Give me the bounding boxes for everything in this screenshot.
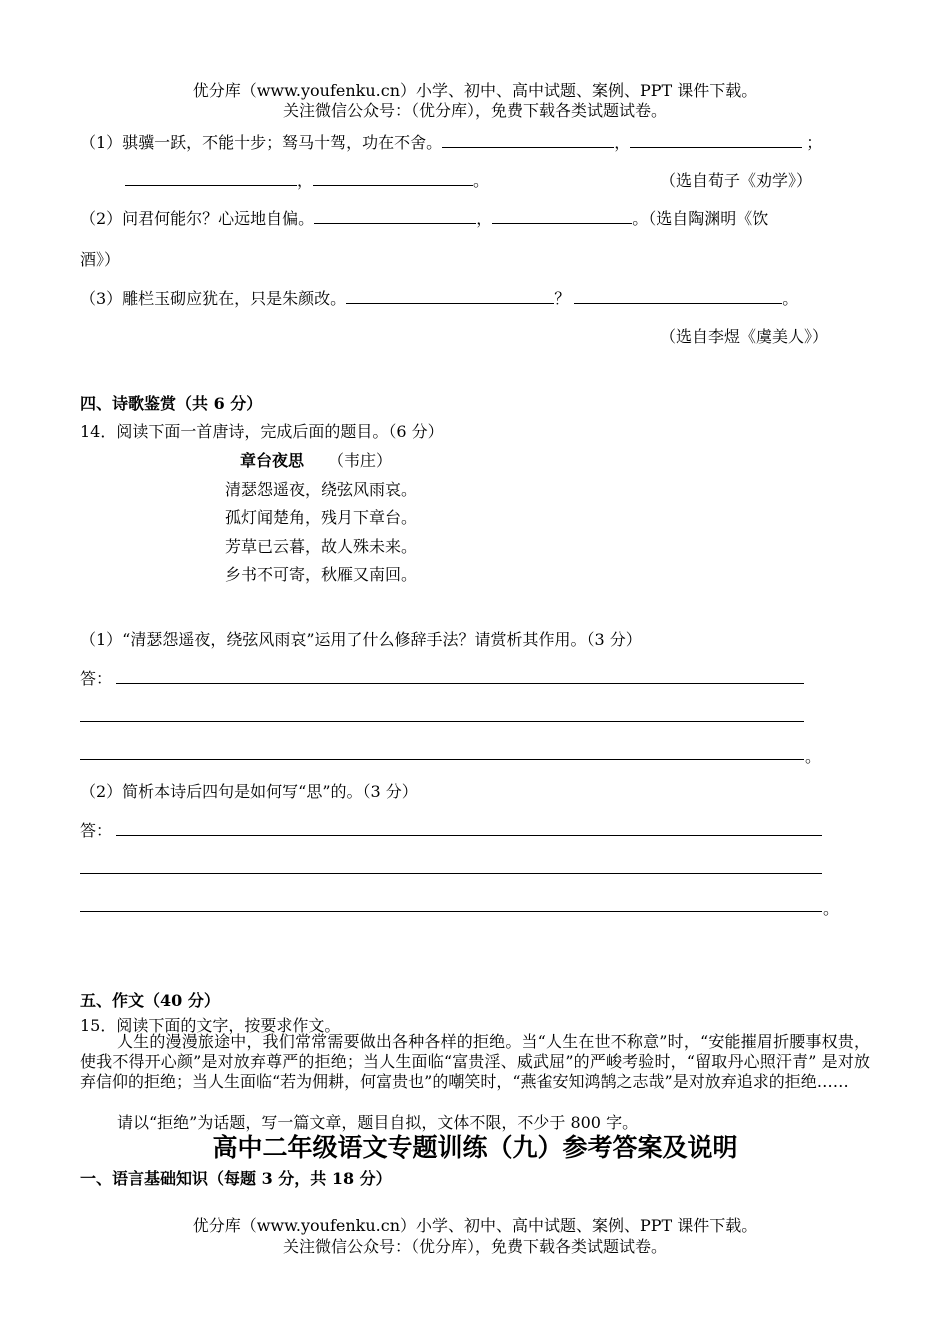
q13-item-3: （3）雕栏玉砌应犹在，只是朱颜改。 ？ 。 — [80, 289, 799, 308]
answers-title: 高中二年级语文专题训练（九）参考答案及说明 — [212, 1133, 738, 1162]
q13-item-1-text: （1）骐骥一跃，不能十步；驽马十驾，功在不舍。 — [80, 133, 443, 152]
q13-item-2-cont: 酒》） — [80, 250, 121, 269]
poem-line: 乡书不可寄，秋雁又南回。 — [225, 565, 418, 584]
q15-prompt: 15．阅读下面的文字，按要求作文。 — [80, 1016, 341, 1035]
answer-line[interactable] — [80, 873, 822, 874]
answer-line[interactable] — [80, 759, 804, 760]
q13-item-1-cont: ， 。 — [125, 168, 489, 191]
header-line-2: 关注微信公众号：（优分库），免费下载各类试题试卷。 — [282, 101, 667, 120]
blank[interactable] — [313, 171, 473, 186]
blank[interactable] — [630, 133, 802, 148]
q13-item-1: （1）骐骥一跃，不能十步；驽马十驾，功在不舍。 ， ； — [80, 133, 823, 152]
q13-item-1-source: （选自荀子《劝学》） — [660, 171, 813, 190]
poem-line: 孤灯闻楚角，残月下章台。 — [225, 508, 418, 527]
blank[interactable] — [574, 289, 782, 304]
poem-line: 芳草已云暮，故人殊未来。 — [225, 537, 418, 556]
q14-sub-1: （1）“清瑟怨遥夜，绕弦风雨哀”运用了什么修辞手法？请赏析其作用。（3 分） — [80, 630, 642, 649]
header-line-1: 优分库（www.youfenku.cn）小学、初中、高中试题、案例、PPT 课件下载。 — [192, 81, 758, 100]
blank[interactable] — [442, 133, 614, 148]
blank[interactable] — [492, 209, 632, 224]
blank[interactable] — [314, 209, 476, 224]
poem-title-row — [240, 448, 392, 471]
blank[interactable] — [125, 171, 297, 186]
answer-label-2: 答： — [80, 821, 113, 840]
answer-line[interactable] — [116, 835, 822, 836]
poem-title: 章台夜思 — [240, 451, 305, 470]
q14-sub-2: （2）简析本诗后四句是如何写“思”的。（3 分） — [80, 782, 418, 801]
poem-author: （韦庄） — [328, 451, 393, 470]
section-5-heading: 五、作文（40 分） — [80, 991, 220, 1010]
essay-material: 人生的漫漫旅途中，我们常常需要做出各种各样的拒绝。当“人生在世不称意”时，“安能摧眉折腰事权贵，使我不得开心颜”是对放弃尊严的拒绝；当人生面临“富贵淫、威武屈”的严峻考验时，“留取丹心照汗青” 是对放弃信仰的拒绝；当人生面临“若为佣耕，何富贵也”的嘲笑时，“燕雀安知鸿鹄之志哉”是对放弃追求的拒绝…… — [80, 1032, 870, 1091]
essay-requirement: 请以“拒绝”为话题，写一篇文章，题目自拟，文体不限，不少于 800 字。 — [117, 1113, 639, 1132]
answer-line[interactable] — [116, 683, 804, 684]
q13-item-2: （2）问君何能尔？心远地自偏。 ， 。（选自陶渊明《饮 — [80, 209, 769, 228]
answer-end-mark-1: 。 — [805, 747, 822, 766]
answer-line[interactable] — [80, 721, 804, 722]
answer-line[interactable] — [80, 911, 822, 912]
q13-item-3-source: （选自李煜《虞美人》） — [660, 327, 829, 346]
answer-label-1: 答： — [80, 669, 113, 688]
answers-section-1: 一、语言基础知识（每题 3 分，共 18 分） — [80, 1169, 392, 1188]
q14-prompt: 14．阅读下面一首唐诗，完成后面的题目。（6 分） — [80, 422, 444, 441]
poem-line: 清瑟怨遥夜，绕弦风雨哀。 — [225, 480, 418, 499]
section-4-heading: 四、诗歌鉴赏（共 6 分） — [80, 394, 263, 413]
footer-line-2: 关注微信公众号：（优分库），免费下载各类试题试卷。 — [282, 1237, 667, 1256]
blank[interactable] — [346, 289, 554, 304]
footer-line-1: 优分库（www.youfenku.cn）小学、初中、高中试题、案例、PPT 课件下载。 — [192, 1216, 758, 1235]
answer-end-mark-2: 。 — [823, 899, 840, 918]
